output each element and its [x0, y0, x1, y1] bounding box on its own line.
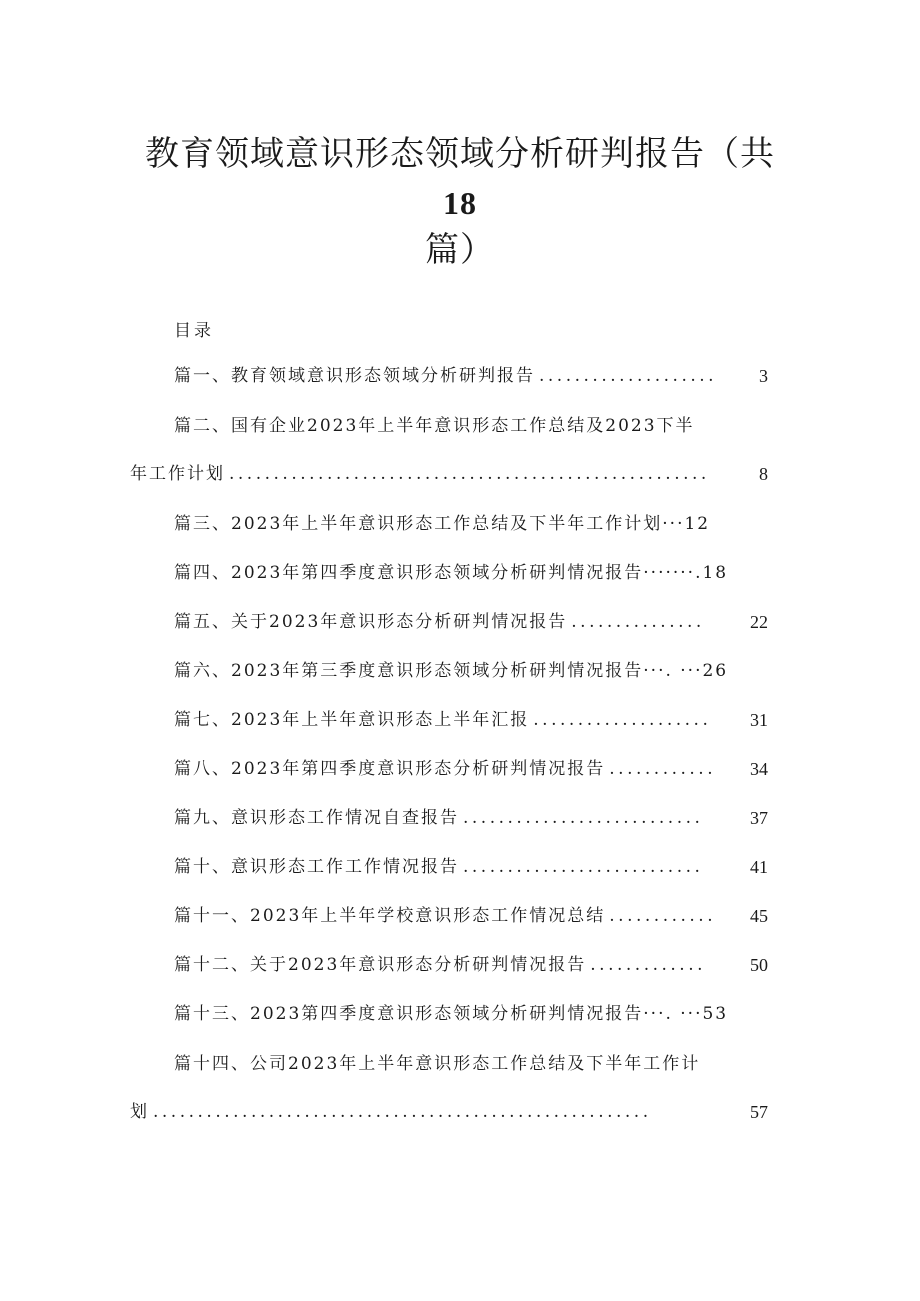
toc-entry-12	[174, 953, 768, 977]
toc-entry-title: 篇十一、2023年上半年学校意识形态工作情况总结	[174, 906, 606, 926]
toc-leader-dots: ............	[609, 759, 717, 779]
toc-page-number: 3	[759, 366, 768, 386]
toc-entry-title: 篇八、2023年第四季度意识形态分析研判情况报告	[174, 759, 606, 779]
toc-page-number: 41	[750, 857, 768, 877]
toc-page-number: 22	[750, 612, 768, 632]
toc-entry-title: 划	[130, 1102, 149, 1122]
toc-leader-dots: ......................................................	[229, 464, 710, 484]
toc-leader-dots: ...........................	[463, 808, 704, 828]
toc-page-number: 8	[759, 464, 768, 484]
toc-entry-title: 篇五、关于2023年意识形态分析研判情况报告	[174, 612, 568, 632]
toc-page-number: 37	[750, 808, 768, 828]
toc-entry-5	[174, 610, 768, 634]
toc-entry-14-continuation	[130, 1100, 768, 1124]
toc-entry-title: 篇九、意识形态工作情况自查报告	[174, 808, 459, 828]
toc-entry-14: 篇十四、公司2023年上半年意识形态工作总结及下半年工作计	[174, 1054, 701, 1074]
toc-entry-7	[174, 708, 768, 732]
toc-leader-dots: ....................	[539, 366, 718, 386]
toc-page-number: 31	[750, 710, 768, 730]
toc-entry-title: 篇十二、关于2023年意识形态分析研判情况报告	[174, 955, 587, 975]
toc-page-number: 57	[750, 1102, 768, 1122]
toc-entry-8	[174, 757, 768, 781]
toc-entry-2-continuation	[130, 462, 768, 486]
toc-page-number: 45	[750, 906, 768, 926]
toc-leader-dots: ...........................	[463, 857, 704, 877]
toc-page-number: 50	[750, 955, 768, 975]
toc-leader-dots: ........................................................	[153, 1102, 652, 1122]
toc-entry-1	[174, 364, 768, 388]
document-title-line-3: 篇）	[425, 230, 495, 270]
toc-leader-dots: .............	[590, 955, 707, 975]
toc-entry-11	[174, 904, 768, 928]
toc-entry-title: 篇十、意识形态工作工作情况报告	[174, 857, 459, 877]
toc-heading: 目录	[174, 321, 214, 341]
toc-entry-10	[174, 855, 768, 879]
toc-entry-title: 年工作计划	[130, 464, 225, 484]
document-title-line-2: 18	[443, 185, 477, 221]
toc-entry-6: 篇六、2023年第三季度意识形态领域分析研判情况报告···. ···26	[174, 661, 729, 681]
document-title-line-1: 教育领域意识形态领域分析研判报告（共	[145, 134, 775, 174]
toc-entry-13: 篇十三、2023第四季度意识形态领域分析研判情况报告···. ···53	[174, 1004, 729, 1024]
toc-entry-title: 篇一、教育领域意识形态领域分析研判报告	[174, 366, 535, 386]
toc-entry-title: 篇七、2023年上半年意识形态上半年汇报	[174, 710, 530, 730]
toc-entry-2: 篇二、国有企业2023年上半年意识形态工作总结及2023下半	[174, 416, 695, 436]
toc-entry-3: 篇三、2023年上半年意识形态工作总结及下半年工作计划···12	[174, 514, 711, 534]
toc-leader-dots: ....................	[533, 710, 712, 730]
toc-entry-9	[174, 806, 768, 830]
toc-entry-4: 篇四、2023年第四季度意识形态领域分析研判情况报告·······.18	[174, 563, 729, 583]
toc-leader-dots: ............	[609, 906, 717, 926]
toc-page-number: 34	[750, 759, 768, 779]
toc-leader-dots: ...............	[571, 612, 705, 632]
